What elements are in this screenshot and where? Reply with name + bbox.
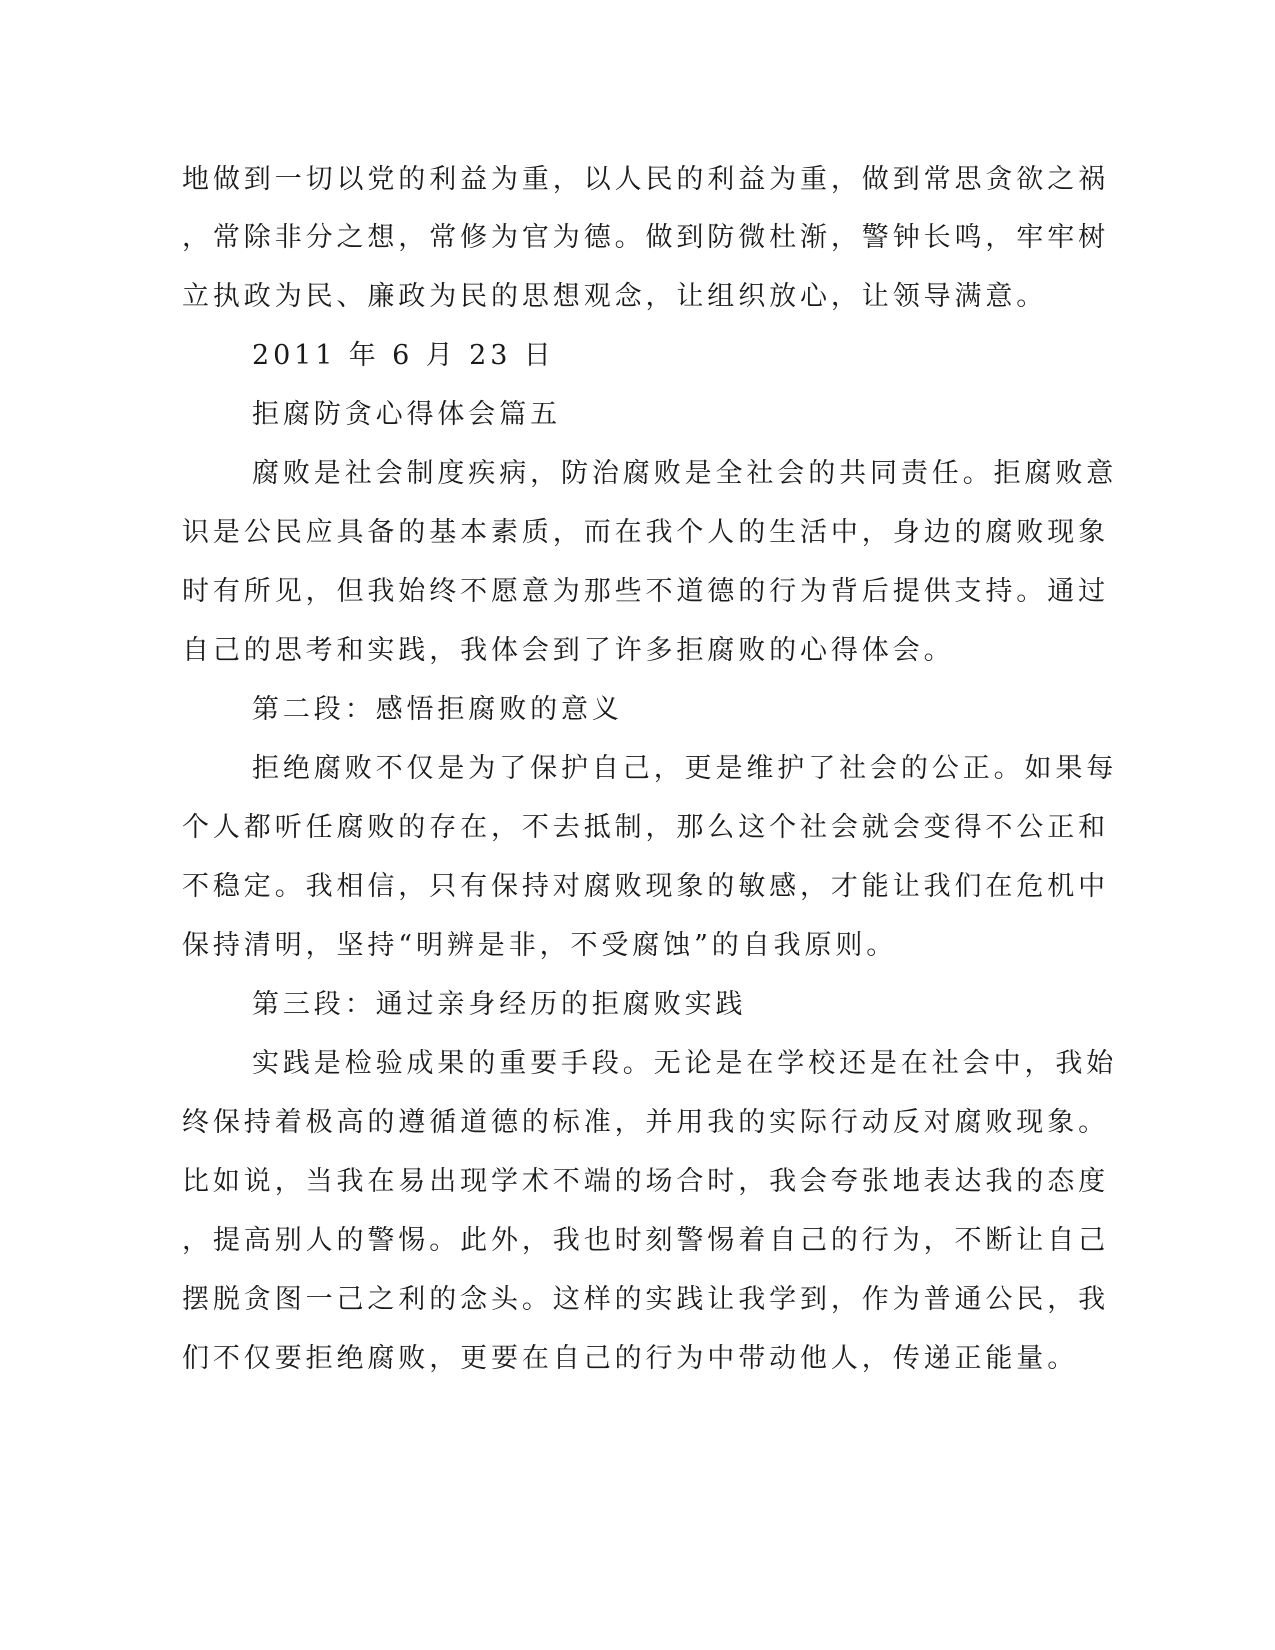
section-title: 拒腐防贪心得体会篇五 <box>252 399 561 430</box>
section-heading: 第三段：通过亲身经历的拒腐败实践 <box>252 989 747 1020</box>
paragraph-line: 个人都听任腐败的存在，不去抵制，那么这个社会就会变得不公正和 <box>182 812 1109 843</box>
paragraph-line: 立执政为民、廉政为民的思想观念，让组织放心，让领导满意。 <box>182 281 1048 312</box>
paragraph-line: 自己的思考和实践，我体会到了许多拒腐败的心得体会。 <box>182 635 955 666</box>
paragraph-line: 实践是检验成果的重要手段。无论是在学校还是在社会中，我始 <box>252 1048 1118 1079</box>
paragraph-line: 腐败是社会制度疾病，防治腐败是全社会的共同责任。拒腐败意 <box>252 458 1118 489</box>
paragraph-line: 比如说，当我在易出现学术不端的场合时，我会夸张地表达我的态度 <box>182 1166 1109 1197</box>
paragraph-line: 们不仅要拒绝腐败，更要在自己的行为中带动他人，传递正能量。 <box>182 1343 1079 1374</box>
paragraph-line: 识是公民应具备的基本素质，而在我个人的生活中，身边的腐败现象 <box>182 517 1109 548</box>
paragraph-line: 地做到一切以党的利益为重，以人民的利益为重，做到常思贪欲之祸 <box>182 164 1109 195</box>
paragraph-line: 摆脱贪图一己之利的念头。这样的实践让我学到，作为普通公民，我 <box>182 1284 1109 1315</box>
paragraph-line: 保持清明，坚持“明辨是非，不受腐蚀”的自我原则。 <box>182 930 898 961</box>
paragraph-line: 终保持着极高的遵循道德的标准，并用我的实际行动反对腐败现象。 <box>182 1107 1109 1138</box>
paragraph-line: ，常除非分之想，常修为官为德。做到防微杜渐，警钟长鸣，牢牢树 <box>182 222 1109 253</box>
paragraph-line: ，提高别人的警惕。此外，我也时刻警惕着自己的行为，不断让自己 <box>182 1225 1109 1256</box>
date-line: 2011 年 6 月 23 日 <box>252 340 555 371</box>
section-heading: 第二段：感悟拒腐败的意义 <box>252 694 623 725</box>
paragraph-line: 拒绝腐败不仅是为了保护自己，更是维护了社会的公正。如果每 <box>252 753 1118 784</box>
paragraph-line: 时有所见，但我始终不愿意为那些不道德的行为背后提供支持。通过 <box>182 576 1109 607</box>
paragraph-line: 不稳定。我相信，只有保持对腐败现象的敏感，才能让我们在危机中 <box>182 871 1109 902</box>
